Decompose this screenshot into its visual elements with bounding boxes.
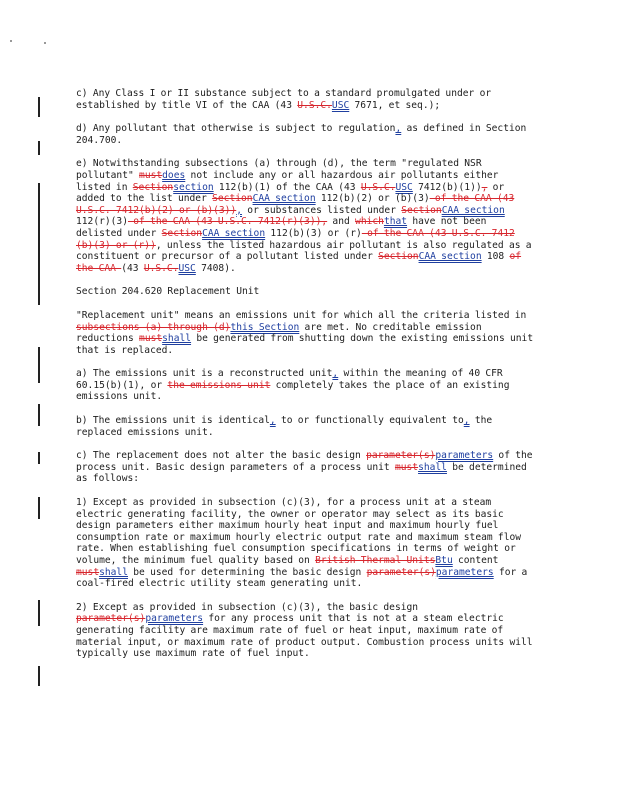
deleted-text: the emissions unit (167, 379, 271, 391)
body-text: not include any or all hazardous air pollutants either listed in (76, 169, 499, 193)
body-text: be determined as follows: (76, 461, 527, 485)
document-body (76, 88, 536, 672)
body-text: b) The emissions unit is identical (76, 415, 270, 427)
body-text: as defined in Section 204.700. (76, 123, 527, 146)
body-text: content (452, 555, 499, 566)
inserted-text: USC (331, 99, 350, 111)
inserted-text: Btu (435, 555, 453, 566)
body-text: c) The replacement does not alter the basic design (76, 450, 367, 462)
change-bar (38, 666, 40, 686)
inserted-text: , (236, 204, 243, 216)
body-text: or added to the list under (76, 181, 505, 205)
change-bar (38, 452, 40, 464)
inserted-text: , (269, 415, 276, 427)
body-text: are met. No creditable emission reductions (76, 321, 482, 345)
body-text: or substances listed under (242, 204, 402, 216)
paragraph-c (76, 88, 536, 111)
deleted-text: of the CAA (43 U.S.C. 7412(b)(2) or (b)(3)) (76, 193, 515, 216)
definition-paragraph (76, 310, 536, 356)
inserted-text: CAA section (252, 193, 316, 205)
paragraph-e (76, 158, 536, 274)
body-text: d) Any pollutant that otherwise is subject to regulation (76, 123, 396, 135)
deleted-text: parameter(s) (366, 566, 436, 578)
subsection-2 (76, 602, 536, 660)
deleted-text: of the CAA (43 U.S.C. 7412 (b)(3) or (r)) (76, 227, 515, 251)
deleted-text: U.S.C. (143, 262, 179, 274)
change-bar (38, 347, 40, 383)
body-text: for a coal-fired electric utility steam generating unit. (76, 566, 528, 590)
paragraph-d (76, 123, 536, 146)
subsection-1 (76, 497, 536, 590)
deleted-text: must (76, 566, 100, 578)
criterion-c (76, 450, 536, 485)
change-bar (38, 404, 40, 426)
body-text: 112(b)(1) of the CAA (43 (213, 181, 361, 193)
body-text: have not been delisted under (76, 216, 487, 239)
deleted-text: subsections (a) through (d) (76, 321, 231, 333)
deleted-text: must (139, 169, 163, 181)
body-text: a) The emissions unit is a reconstructed unit (76, 368, 333, 380)
inserted-text: shall (162, 333, 192, 345)
criterion-b (76, 415, 536, 438)
body-text: and (327, 216, 356, 228)
inserted-text: , (332, 368, 339, 380)
deleted-text: , (481, 181, 488, 193)
body-text: e) Notwithstanding subsections (a) through (d), the term "regulated NSR pollutant" (76, 158, 482, 181)
inserted-text: shall (99, 566, 128, 578)
inserted-text: parameters (435, 450, 494, 462)
inserted-text: shall (418, 461, 447, 473)
body-text: within the meaning of 40 CFR 60.15(b)(1), or (76, 368, 503, 391)
deleted-text: Section (212, 193, 253, 205)
deleted-text: Section (132, 181, 174, 193)
inserted-text: CAA section (202, 227, 266, 239)
body-text: to or functionally equivalent to (275, 415, 464, 427)
body-text: of the process unit. Basic design parameters of a process unit (76, 450, 533, 473)
body-text: 2) Except as provided in subsection (c)(3), the basic design (76, 601, 419, 613)
body-text: 112(b)(2) or (b)(3) (315, 193, 430, 205)
deleted-text: must (394, 461, 419, 473)
inserted-text: that (383, 216, 408, 228)
body-text: 7412(b)(1)) (412, 181, 482, 193)
deleted-text: which (355, 216, 384, 228)
inserted-text: section (173, 181, 214, 193)
body-text: 108 (481, 251, 510, 263)
body-text: "Replacement unit" means an emissions unit for which all the criteria listed in (76, 309, 527, 321)
body-text: Section 204.620 Replacement Unit (76, 286, 260, 298)
deleted-text: of the CAA (43 U.S.C. 7412(r)(3)), (127, 216, 328, 228)
body-text: for any process unit that is not at a steam electric generating facility are maximum rate of fuel or heat input, maximum rate of material input, or maximum rate of product output. Combustion process units will typically use maximum rate of fuel input. (76, 613, 533, 660)
deleted-text: U.S.C. (360, 181, 396, 193)
deleted-text: parameter(s) (366, 450, 436, 462)
inserted-text: parameters (145, 613, 204, 625)
deleted-text: U.S.C. (297, 99, 332, 111)
inserted-text: CAA section (441, 204, 505, 216)
inserted-text: does (162, 169, 186, 181)
section-heading (76, 286, 536, 298)
body-text: be generated from shutting down the existing emissions unit that is replaced. (76, 333, 534, 356)
body-text: 112(r)(3) (76, 216, 128, 228)
scan-speck (10, 40, 12, 42)
deleted-text: Section (378, 251, 419, 263)
body-text: c) Any Class I or II substance subject to a standard promulgated under or established by title VI of the CAA (43 (76, 88, 492, 111)
body-text: 112(b)(3) or (r) (265, 227, 362, 239)
deleted-text: Section (401, 204, 442, 216)
body-text: 1) Except as provided in subsection (c)(3), for a process unit at a steam electric generating facility, the owner or operator may select as its basic design parameters either maximum hourly heat input and maximum hourly fuel consumption rate or maximum hourly electric output rate and maximum steam flow rate. When establishing fuel consumption specifications in terms of weight or volume, the minimum fuel quality based on (76, 497, 522, 566)
change-bar (38, 141, 40, 155)
deleted-text: of the CAA (76, 251, 522, 274)
change-bar (38, 497, 40, 519)
inserted-text: USC (395, 181, 413, 193)
body-text: 7408). (195, 262, 236, 274)
inserted-text: USC (178, 262, 196, 274)
inserted-text: , (463, 415, 470, 427)
change-bar (38, 97, 40, 117)
body-text: the replaced emissions unit. (76, 415, 493, 438)
change-bar (38, 600, 40, 626)
inserted-text: this Section (230, 321, 300, 333)
deleted-text: parameter(s) (76, 613, 146, 625)
inserted-text: parameters (435, 566, 494, 578)
body-text: 7671, et seq.); (349, 99, 441, 111)
deleted-text: Section (161, 227, 203, 239)
criterion-a (76, 368, 536, 403)
body-text: completely takes the place of an existing emissions unit. (76, 379, 510, 403)
body-text: , unless the listed hazardous air pollutant is also regulated as a constituent or precursor of a pollutant listed under (76, 239, 532, 263)
body-text: (43 (121, 262, 144, 274)
change-bar (38, 183, 40, 305)
scan-speck (44, 42, 46, 44)
body-text: be used for determining the basic design (128, 566, 367, 578)
deleted-text: British Thermal Units (315, 555, 436, 566)
inserted-text: CAA section (418, 251, 482, 263)
inserted-text: , (395, 123, 402, 135)
deleted-text: must (139, 333, 163, 345)
